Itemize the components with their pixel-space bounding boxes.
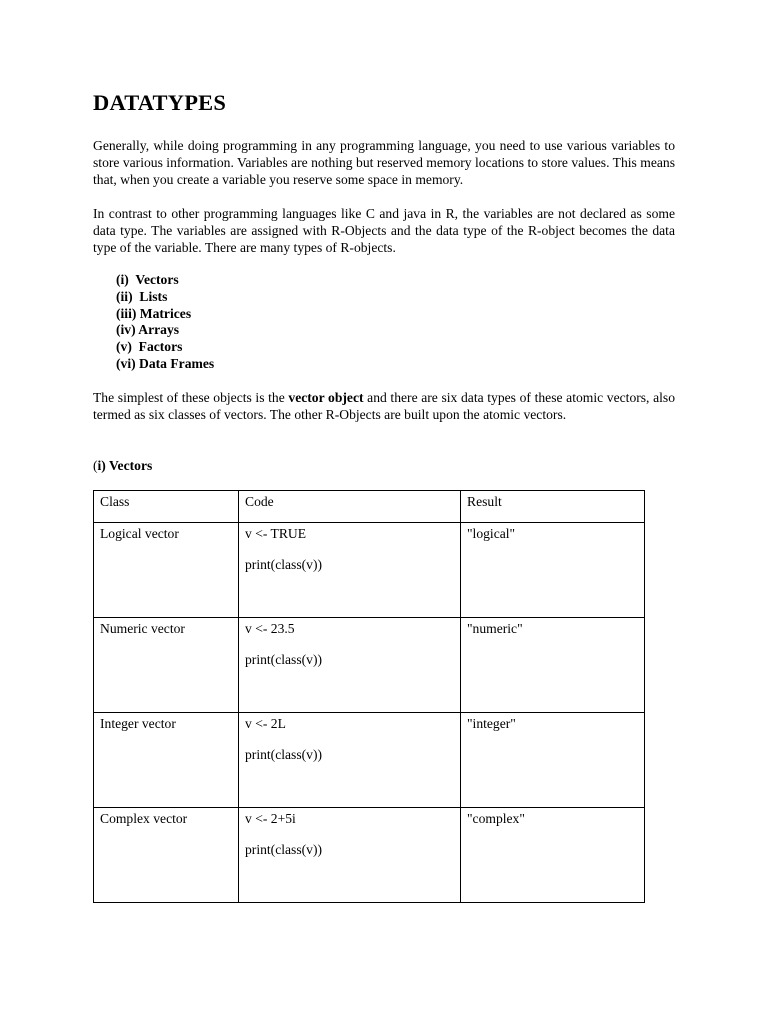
column-header-code <box>239 491 461 523</box>
list-item-matrices: (iii) Matrices <box>116 305 192 321</box>
class-text: Integer vector <box>100 716 176 731</box>
result-cell <box>461 713 645 808</box>
code-block <box>239 523 460 573</box>
table-header-row <box>94 491 645 523</box>
column-header-result <box>461 491 645 523</box>
vector-paragraph-text-after: and there are six data types of these atomic vectors, also termed as six classes of vectors. The other R-Objects are built upon the atomic vectors. <box>93 390 675 422</box>
class-text: Logical vector <box>100 526 179 541</box>
section-heading-vectors <box>93 457 152 474</box>
code-assignment: v <- TRUE <box>245 526 307 541</box>
r-object-types-list <box>116 272 214 373</box>
result-text: "integer" <box>467 716 516 731</box>
result-text: "complex" <box>467 811 525 826</box>
class-cell <box>94 713 239 808</box>
code-assignment: v <- 23.5 <box>245 621 295 636</box>
result-text: "numeric" <box>467 621 523 636</box>
result-cell <box>461 523 645 618</box>
page-title: DATATYPES <box>93 90 227 115</box>
column-header-class <box>94 491 239 523</box>
code-block <box>239 808 460 858</box>
table-row <box>94 713 645 808</box>
class-cell <box>94 618 239 713</box>
r-objects-paragraph: In contrast to other programming languages like C and java in R, the variables are not declared as some data type. The variables are assigned with R-Objects and the data type of the R-object becomes the data type of the variable. There are many types of R-objects. <box>93 206 675 255</box>
header-cell-text: Result <box>467 494 502 509</box>
code-cell <box>239 618 461 713</box>
class-cell <box>94 523 239 618</box>
code-print: print(class(v)) <box>245 747 323 762</box>
list-item-data-frames: (vi) Data Frames <box>116 355 215 371</box>
list-item-arrays: (iv) Arrays <box>116 322 180 338</box>
header-cell-text: Class <box>100 494 130 509</box>
code-cell <box>239 713 461 808</box>
result-cell <box>461 808 645 903</box>
code-print: print(class(v)) <box>245 652 323 667</box>
vector-object-term: vector object <box>288 390 364 405</box>
code-block <box>239 713 460 763</box>
section-heading-label: i) Vectors <box>97 458 153 473</box>
intro-paragraph: Generally, while doing programming in any programming language, you need to use various variables to store various information. Variables are nothing but reserved memory locations to store values. This means that, when you create a variable you reserve some space in memory. <box>93 138 675 187</box>
section-heading-prefix: ( <box>93 458 98 473</box>
code-assignment: v <- 2+5i <box>245 811 296 826</box>
code-block <box>239 618 460 668</box>
class-text: Complex vector <box>100 811 188 826</box>
table-row <box>94 523 645 618</box>
class-cell <box>94 808 239 903</box>
list-item-vectors: (i) Vectors <box>116 272 179 287</box>
class-text: Numeric vector <box>100 621 185 636</box>
code-cell <box>239 808 461 903</box>
list-item-lists: (ii) Lists <box>116 288 168 304</box>
vector-paragraph-text-before: The simplest of these objects is the <box>93 390 289 405</box>
table-row <box>94 618 645 713</box>
vector-object-paragraph <box>93 389 675 423</box>
code-print: print(class(v)) <box>245 557 323 572</box>
header-cell-text: Code <box>245 494 274 509</box>
code-print: print(class(v)) <box>245 842 323 857</box>
code-assignment: v <- 2L <box>245 716 286 731</box>
list-item-factors: (v) Factors <box>116 339 183 355</box>
result-cell <box>461 618 645 713</box>
vector-classes-table <box>93 490 645 903</box>
table-row <box>94 808 645 903</box>
code-cell <box>239 523 461 618</box>
result-text: "logical" <box>467 526 516 541</box>
